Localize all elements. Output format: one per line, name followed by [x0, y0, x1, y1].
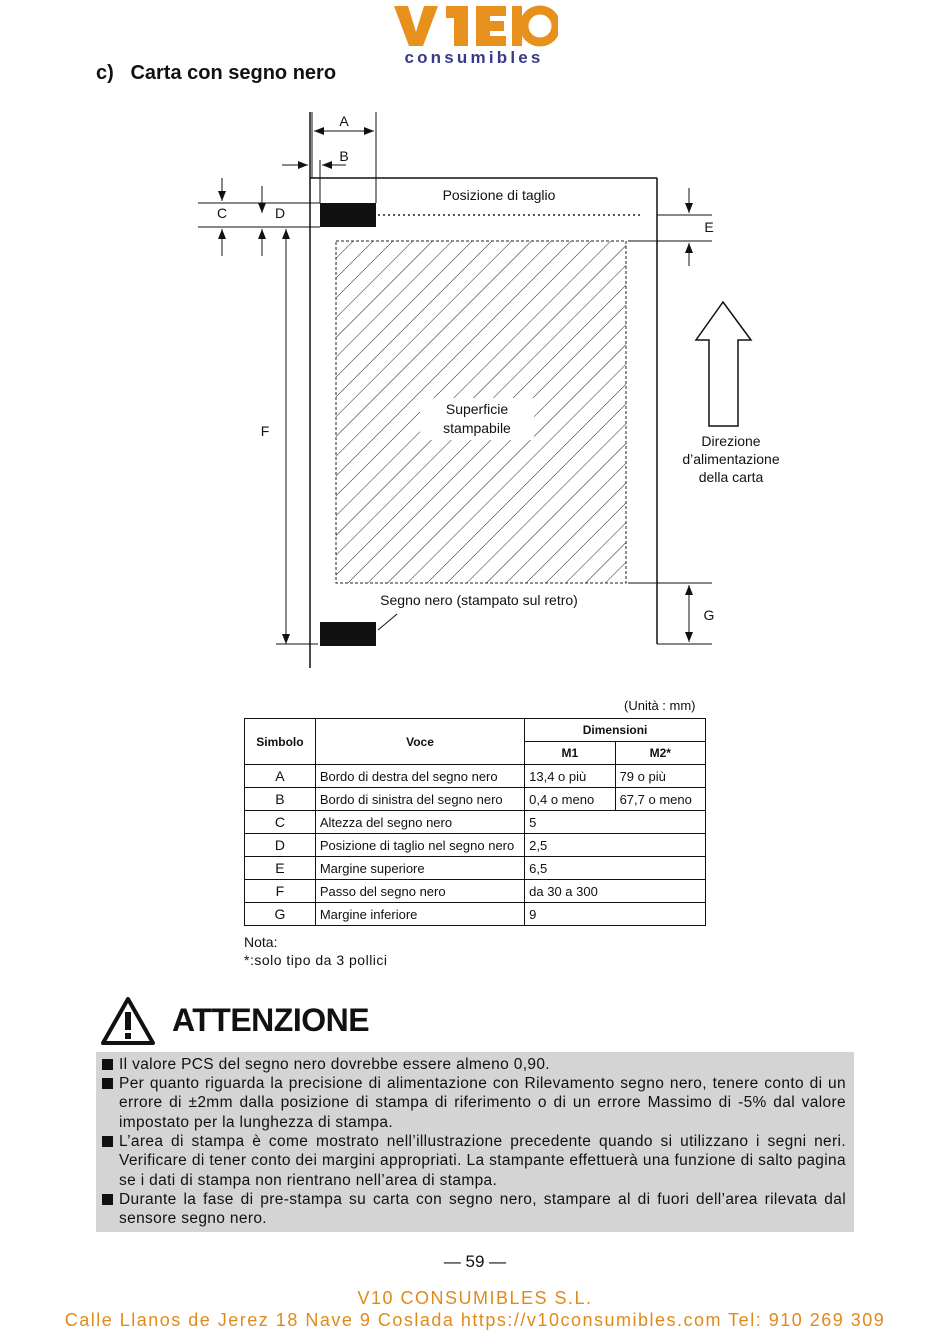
cell-symbol: E	[245, 857, 316, 880]
bullet-square-icon	[102, 1059, 113, 1070]
cell-voce: Bordo di destra del segno nero	[315, 765, 524, 788]
direction-label-3: della carta	[698, 469, 764, 485]
bullet-square-icon	[102, 1078, 113, 1089]
footer-company: V10 CONSUMIBLES S.L.	[357, 1288, 593, 1308]
table-row	[245, 880, 706, 903]
direction-label-1: Direzione	[701, 433, 761, 449]
page-number: — 59 —	[443, 1252, 507, 1271]
cell-m1: 13,4 o più	[525, 765, 615, 788]
dim-a-label: A	[339, 113, 349, 129]
dim-f-label: F	[260, 423, 270, 439]
direction-label-2: d’alimentazione	[682, 451, 780, 467]
dim-d-label: D	[274, 205, 286, 221]
table-row	[245, 903, 706, 926]
cell-m1: 0,4 o meno	[525, 788, 615, 811]
cell-symbol: D	[245, 834, 316, 857]
cell-voce: Altezza del segno nero	[315, 811, 524, 834]
unit-note: (Unità : mm)	[624, 698, 696, 713]
header-m2: M2*	[615, 742, 705, 765]
header-simbolo: Simbolo	[245, 719, 316, 765]
attention-header	[100, 996, 500, 1046]
table-row	[245, 811, 706, 834]
bullet-square-icon	[102, 1136, 113, 1147]
note-text: *:solo tipo da 3 pollici	[244, 952, 388, 968]
black-mark-label: Segno nero (stampato sul retro)	[380, 592, 578, 608]
dim-e-label: E	[704, 219, 714, 235]
printable-label-1: Superficie	[445, 401, 509, 417]
cell-symbol: F	[245, 880, 316, 903]
cell-dimension: da 30 a 300	[525, 880, 706, 903]
cell-voce: Posizione di taglio nel segno nero	[315, 834, 524, 857]
section-title: c) Carta con segno nero	[96, 62, 337, 84]
cell-voce: Margine superiore	[315, 857, 524, 880]
cell-dimension: 9	[525, 903, 706, 926]
table-row	[245, 834, 706, 857]
cell-m2: 79 o più	[615, 765, 705, 788]
dim-b-label: B	[339, 148, 349, 164]
dim-c-label: C	[216, 205, 228, 221]
cut-position-label: Posizione di taglio	[442, 187, 556, 203]
dim-g-label: G	[703, 607, 715, 623]
dimensions-table	[244, 718, 706, 926]
header-dimensioni: Dimensioni	[525, 719, 706, 742]
attention-bullet: Durante la fase di pre-stampa su carta con segno nero, stampare al di fuori dell’area rilevata dal sensore segno nero.	[102, 1190, 846, 1229]
header-voce: Voce	[315, 719, 524, 765]
attention-title: ATTENZIONE	[172, 1002, 370, 1038]
black-mark-bottom	[320, 622, 376, 646]
logo-subtitle: consumibles	[404, 48, 544, 67]
attention-bullet: L’area di stampa è come mostrato nell’illustrazione precedente quando si utilizzano i segni neri. Verificare di tener conto dei margini appropriati. La stampante effettuerà una funzione di salto pagina se i dati di stampa non rientrano nell’area di stampa.	[102, 1132, 846, 1190]
black-mark-top	[320, 203, 376, 227]
table-row	[245, 857, 706, 880]
feed-direction-arrow-icon	[696, 302, 751, 426]
note-label: Nota:	[244, 934, 278, 950]
cell-dimension: 5	[525, 811, 706, 834]
attention-bullet: Il valore PCS del segno nero dovrebbe essere almeno 0,90.	[102, 1055, 846, 1074]
printable-label-2: stampabile	[443, 420, 511, 436]
table-row	[245, 765, 706, 788]
cell-voce: Passo del segno nero	[315, 880, 524, 903]
table-row	[245, 788, 706, 811]
cell-dimension: 6,5	[525, 857, 706, 880]
bullet-square-icon	[102, 1194, 113, 1205]
footer-address: Calle Llanos de Jerez 18 Nave 9 Coslada https://v10consumibles.com Tel: 910 269 309	[64, 1310, 886, 1330]
attention-box	[96, 1052, 854, 1232]
warning-triangle-icon	[100, 996, 156, 1046]
black-mark-leader	[378, 614, 397, 630]
cell-voce: Margine inferiore	[315, 903, 524, 926]
header-m1: M1	[525, 742, 615, 765]
cell-symbol: B	[245, 788, 316, 811]
cell-dimension: 2,5	[525, 834, 706, 857]
attention-bullet: Per quanto riguarda la precisione di alimentazione con Rilevamento segno nero, tenere conto di un errore di ±2mm dalla posizione di stampa di riferimento o di un errore Massimo di -5% dal valore impostato per la lunghezza di stampa.	[102, 1074, 846, 1132]
cell-symbol: C	[245, 811, 316, 834]
cell-symbol: A	[245, 765, 316, 788]
cell-symbol: G	[245, 903, 316, 926]
cell-voce: Bordo di sinistra del segno nero	[315, 788, 524, 811]
cell-m2: 67,7 o meno	[615, 788, 705, 811]
